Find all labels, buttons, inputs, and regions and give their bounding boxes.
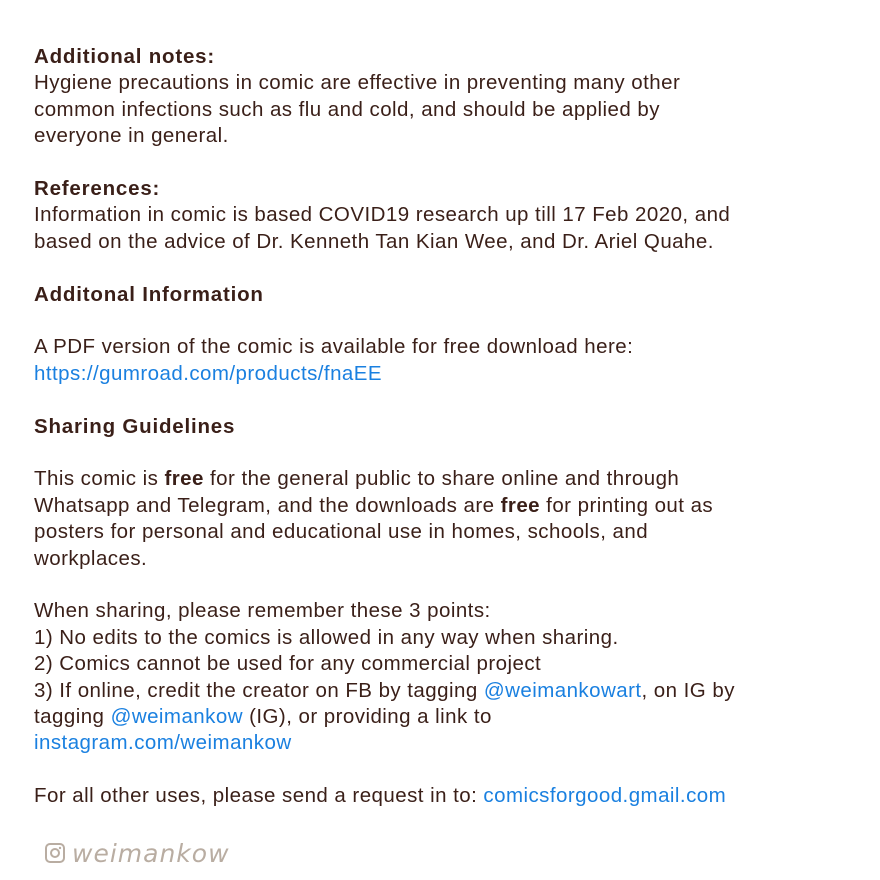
watermark [44,836,230,870]
free-emphasis: free [500,493,541,517]
spacer [34,440,854,466]
spacer [34,255,854,281]
additional-info-heading: Additonal Information [34,282,264,306]
text-span: For all other uses, please send a request in to: [34,784,484,808]
sharing-paragraph-line: posters for personal and educational use in homes, schools, and [34,520,649,544]
notes-line: common infections such as flu and cold, and should be applied by [34,97,660,121]
sharing-guidelines-section [34,414,854,810]
spacer [34,308,854,334]
free-emphasis: free [164,467,204,491]
text-span: for the general public to share online and through [203,467,680,491]
watermark-text: weimankow [72,838,230,868]
instagram-link[interactable]: instagram.com/weimankow [34,731,292,755]
spacer [34,572,854,598]
sharing-paragraph-line: workplaces. [34,546,148,570]
text-span: Whatsapp and Telegram, and the downloads are [34,493,501,517]
sharing-point-3-line [34,704,854,730]
sharing-paragraph-line [34,466,854,492]
references-section [34,176,854,255]
email-link[interactable]: comicsforgood.gmail.com [483,784,727,808]
sharing-point-2: 2) Comics cannot be used for any commercial project [34,652,542,676]
sharing-point-3-line [34,678,854,704]
notes-line: Hygiene precautions in comic are effective in preventing many other [34,71,681,95]
text-span: , on IG by [641,678,735,702]
spacer [34,757,854,783]
ig-handle-link[interactable]: @weimankow [110,705,243,729]
sharing-point-1: 1) No edits to the comics is allowed in any way when sharing. [34,625,619,649]
spacer [34,150,854,176]
notes-line: everyone in general. [34,124,229,148]
additional-notes-section [34,44,854,150]
sharing-paragraph-line [34,493,854,519]
text-span: 3) If online, credit the creator on FB by tagging [34,678,484,702]
document-body [34,44,854,810]
text-span: for printing out as [540,493,714,517]
references-heading: References: [34,177,161,201]
additional-notes-heading: Additional notes: [34,45,216,68]
fb-handle-link[interactable]: @weimankowart [483,678,642,702]
references-line: Information in comic is based COVID19 research up till 17 Feb 2020, and [34,203,731,227]
text-span: This comic is [34,467,165,491]
sharing-guidelines-heading: Sharing Guidelines [34,414,236,438]
spacer [34,387,854,413]
text-span: tagging [34,705,111,729]
text-span: (IG), or providing a link to [242,705,492,729]
sharing-intro: When sharing, please remember these 3 points: [34,599,491,623]
gumroad-link[interactable]: https://gumroad.com/products/fnaEE [34,361,383,385]
additional-info-section [34,282,854,388]
other-uses-line [34,783,854,809]
references-line: based on the advice of Dr. Kenneth Tan Kian Wee, and Dr. Ariel Quahe. [34,229,714,253]
pdf-download-text: A PDF version of the comic is available for free download here: [34,335,634,359]
instagram-icon [44,842,66,864]
